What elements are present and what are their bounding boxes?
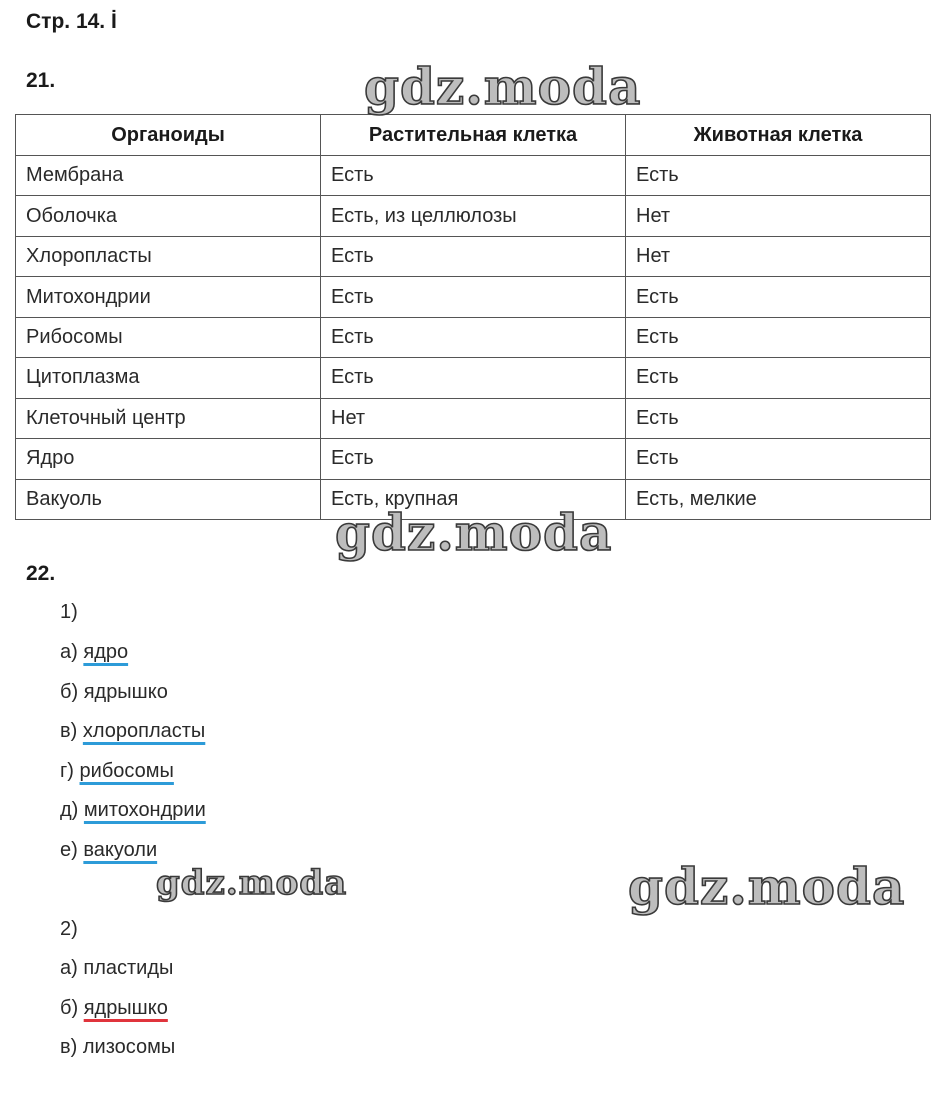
task-22-number: 22.: [26, 562, 56, 585]
animal-cell-value: Есть: [626, 439, 931, 479]
watermark: gdz.moda: [364, 57, 642, 116]
answer-item: [60, 997, 168, 1020]
animal-cell-value: Нет: [626, 236, 931, 276]
answer-text: ядрышко: [83, 681, 168, 703]
answer-text-underlined-red: ядрышко: [83, 997, 168, 1019]
table-row: [16, 398, 931, 438]
answer-letter: а): [60, 957, 78, 979]
table-row: [16, 156, 931, 196]
table-row: [16, 277, 931, 317]
answer-letter: д): [60, 799, 79, 821]
answer-letter: в): [60, 1036, 78, 1058]
plant-cell-value: Есть: [321, 277, 626, 317]
answer-item: [60, 957, 173, 980]
animal-cell-value: Есть: [626, 398, 931, 438]
answer-text-underlined-blue: хлоропласты: [82, 720, 206, 742]
answer-item: [60, 799, 206, 822]
part-1-label: 1): [60, 601, 78, 623]
answer-item: [60, 1036, 175, 1059]
answer-text: пластиды: [83, 957, 174, 979]
answer-letter: б): [60, 997, 79, 1019]
plant-cell-value: Есть: [321, 156, 626, 196]
watermark: gdz.moda: [156, 863, 348, 903]
header-animal-cell: Животная клетка: [626, 115, 931, 156]
animal-cell-value: Есть: [626, 277, 931, 317]
answer-letter: б): [60, 681, 79, 703]
answer-item: [60, 760, 174, 783]
organelle-name: Мембрана: [16, 156, 321, 196]
organelle-name: Ядро: [16, 439, 321, 479]
watermark: gdz.moda: [628, 857, 906, 916]
answer-letter: а): [60, 641, 78, 663]
task-21-number: 21.: [26, 69, 56, 92]
answer-text-underlined-blue: митохондрии: [83, 799, 206, 821]
animal-cell-value: Есть: [626, 317, 931, 357]
plant-cell-value: Есть: [321, 439, 626, 479]
answer-letter: е): [60, 839, 78, 861]
plant-cell-value: Есть, крупная: [321, 479, 626, 520]
answer-text-underlined-blue: вакуоли: [83, 839, 158, 861]
animal-cell-value: Нет: [626, 196, 931, 236]
organelle-name: Оболочка: [16, 196, 321, 236]
organelle-name: Цитоплазма: [16, 358, 321, 398]
page-title: Стр. 14. İ: [26, 10, 117, 33]
answer-text-underlined-blue: рибосомы: [79, 760, 174, 782]
plant-cell-value: Нет: [321, 398, 626, 438]
answer-item: [60, 839, 157, 862]
plant-cell-value: Есть: [321, 317, 626, 357]
organelles-table: [15, 114, 931, 520]
plant-cell-value: Есть: [321, 236, 626, 276]
table-row: [16, 236, 931, 276]
header-organelles: Органоиды: [16, 115, 321, 156]
animal-cell-value: Есть: [626, 358, 931, 398]
plant-cell-value: Есть, из целлюлозы: [321, 196, 626, 236]
table-row: [16, 317, 931, 357]
animal-cell-value: Есть, мелкие: [626, 479, 931, 520]
table-row: [16, 358, 931, 398]
part-2-label: 2): [60, 918, 78, 940]
answer-letter: г): [60, 760, 74, 782]
organelle-name: Хлоропласты: [16, 236, 321, 276]
watermark: gdz.moda: [335, 503, 613, 562]
answer-item: [60, 681, 168, 704]
organelle-name: Митохондрии: [16, 277, 321, 317]
answer-text: лизосомы: [82, 1036, 176, 1058]
table-row: [16, 196, 931, 236]
organelle-name: Рибосомы: [16, 317, 321, 357]
answer-text-underlined-blue: ядро: [83, 641, 129, 663]
plant-cell-value: Есть: [321, 358, 626, 398]
organelle-name: Вакуоль: [16, 479, 321, 520]
header-plant-cell: Растительная клетка: [321, 115, 626, 156]
table-row: [16, 439, 931, 479]
organelle-name: Клеточный центр: [16, 398, 321, 438]
answer-letter: в): [60, 720, 78, 742]
table-header-row: [16, 115, 931, 156]
animal-cell-value: Есть: [626, 156, 931, 196]
answer-item: [60, 641, 128, 664]
answer-item: [60, 720, 205, 743]
